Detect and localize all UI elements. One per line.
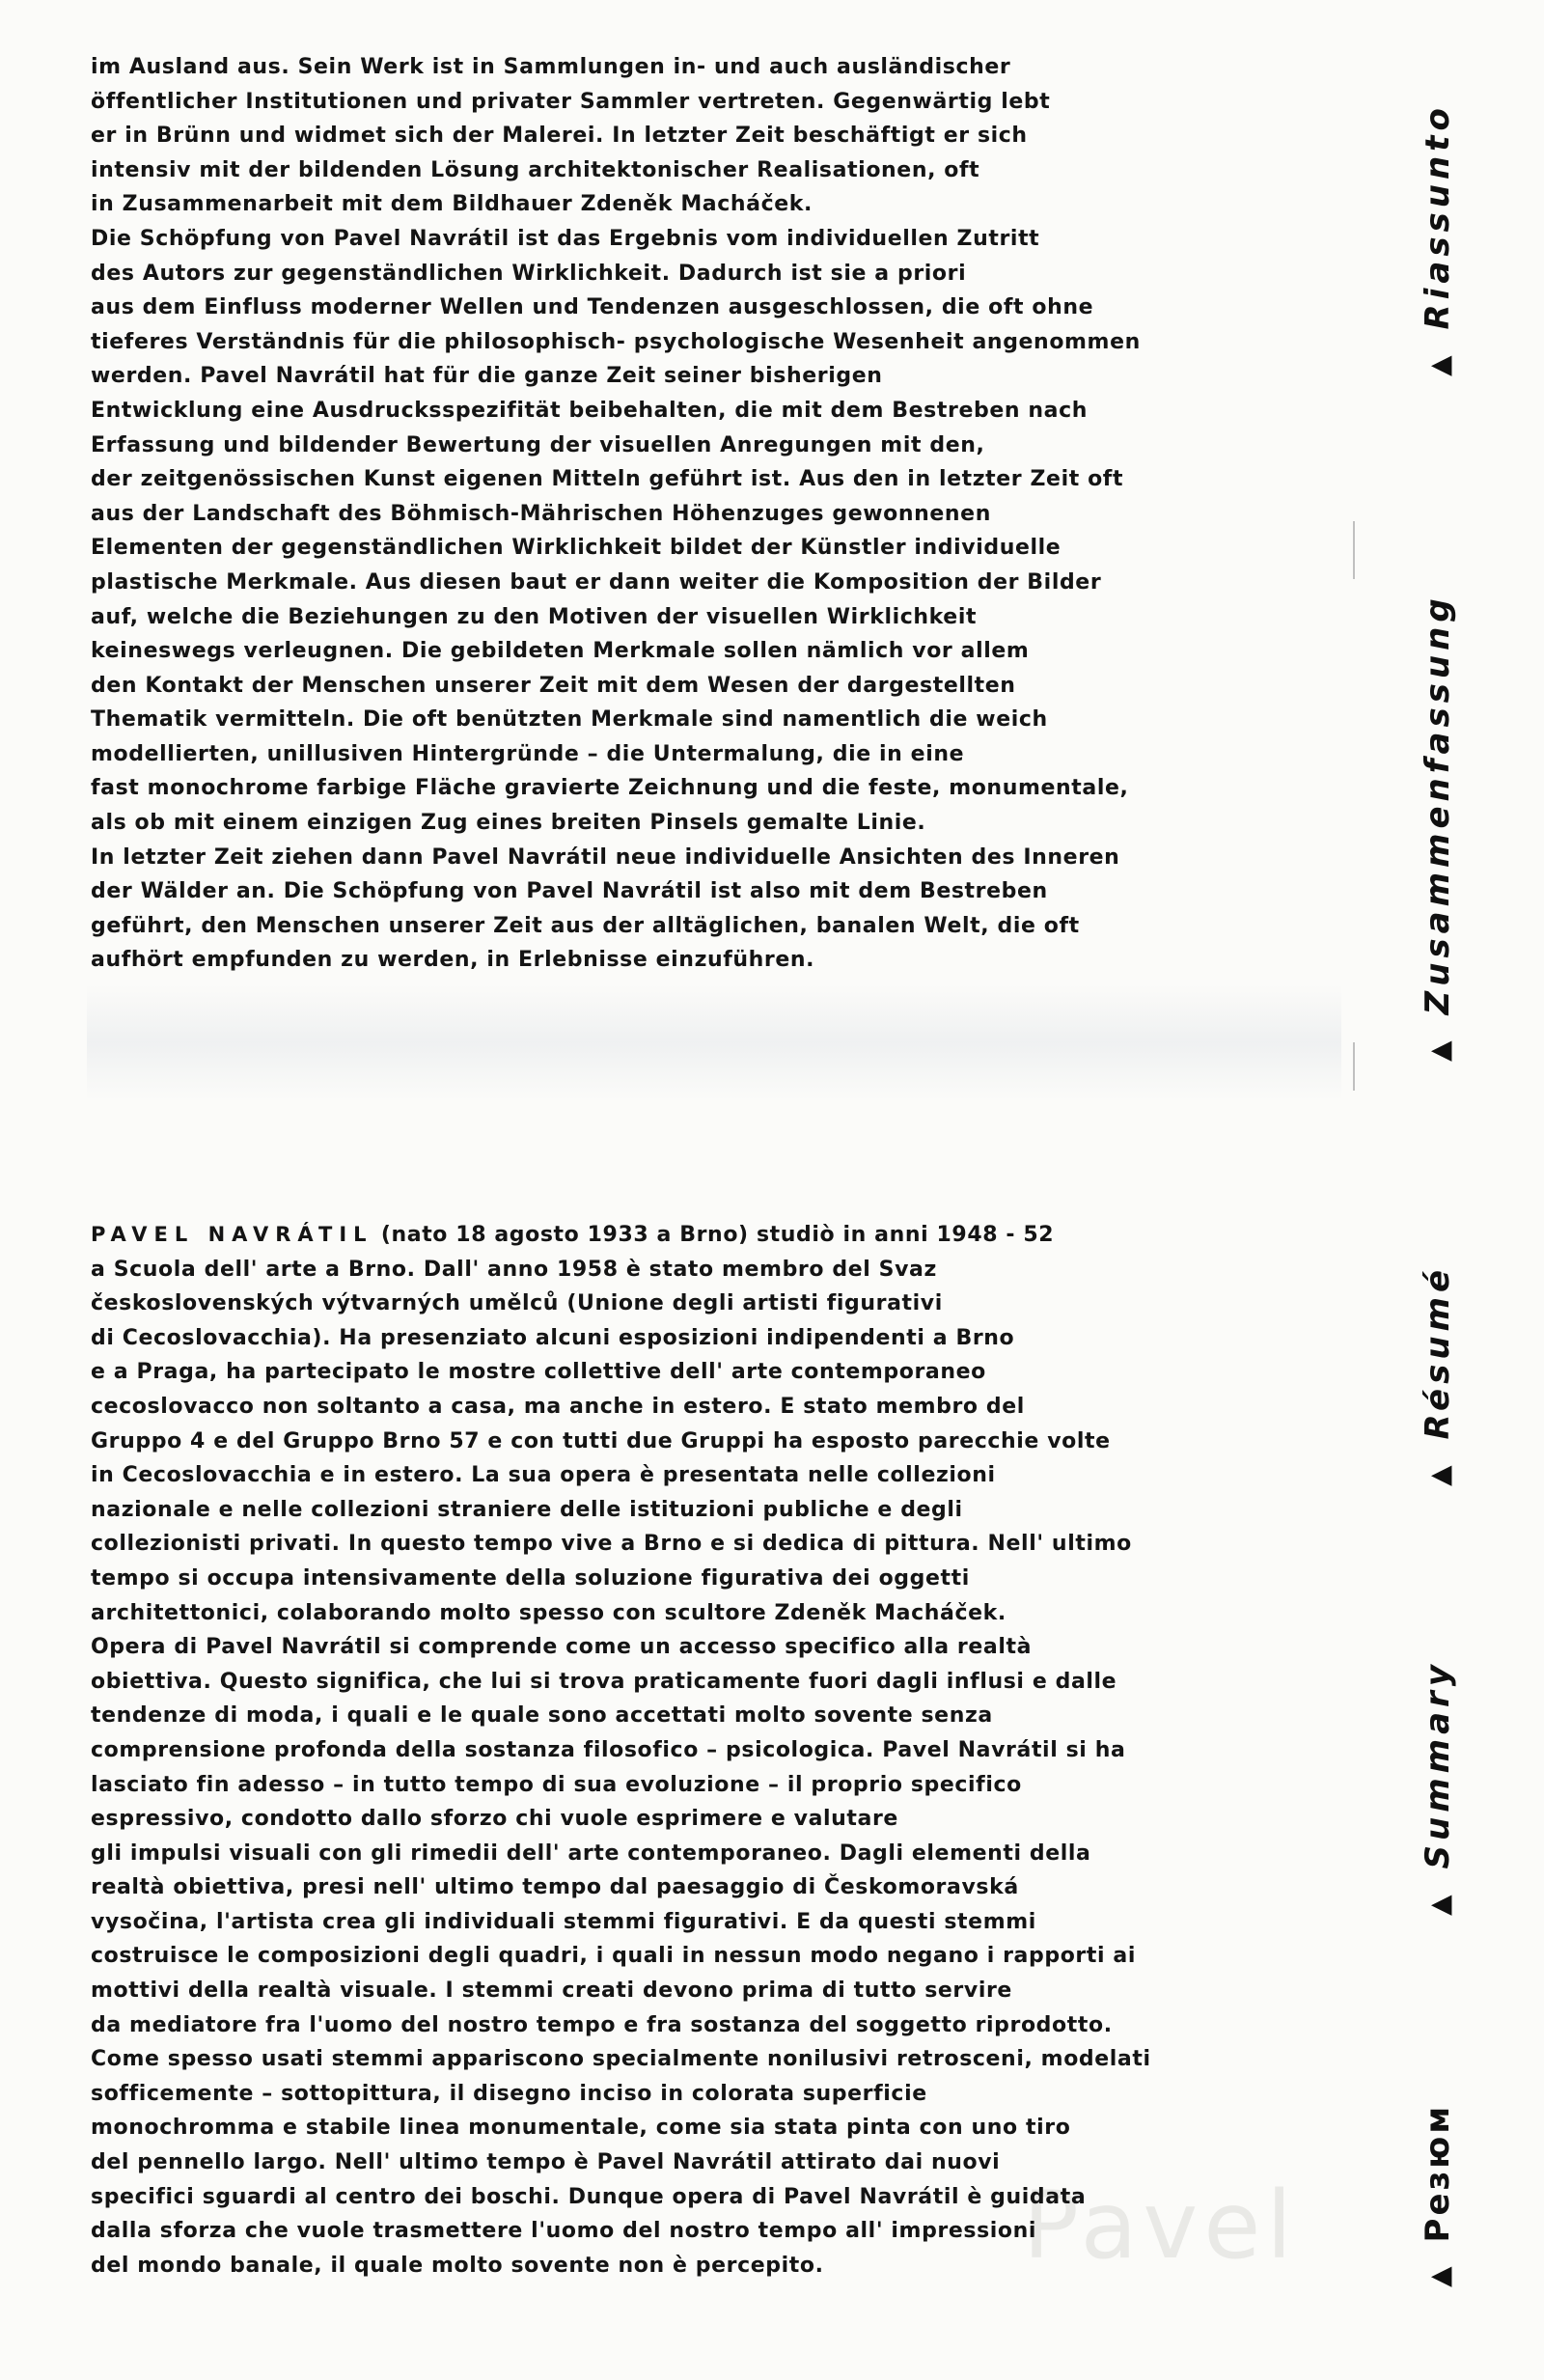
text-line: fast monochrome farbige Fläche gravierte Zeichnung und die feste, monumentale, <box>91 776 1129 801</box>
text-line: In letzter Zeit ziehen dann Pavel Navrátil neue individuelle Ansichten des Inneren <box>91 844 1120 870</box>
italian-first-line-rest: (nato 18 agosto 1933 a Brno) studiò in anni 1948 - 52 <box>380 1223 1055 1247</box>
text-line: lasciato fin adesso – in tutto tempo di sua evoluzione – il proprio specifico <box>91 1772 1022 1797</box>
german-summary-text <box>91 50 1239 978</box>
triangle-icon: ▲ <box>1423 1460 1455 1486</box>
text-line: im Ausland aus. Sein Werk ist in Sammlungen in- und auch ausländischer <box>91 55 1011 79</box>
text-line: modellierten, unillusiven Hintergründe – die Untermalung, die in eine <box>91 741 965 766</box>
text-line: öffentlicher Institutionen und privater Sammler vertreten. Gegenwärtig lebt <box>91 89 1051 114</box>
tab-divider <box>1353 1042 1355 1091</box>
text-line: Gruppo 4 e del Gruppo Brno 57 e con tutti due Gruppi ha esposto parecchie volte <box>91 1428 1111 1453</box>
text-line: des Autors zur gegenständlichen Wirklichkeit. Dadurch ist sie a priori <box>91 261 967 286</box>
tab-summary-label: Summary <box>1419 1660 1457 1869</box>
tab-rezyume[interactable] <box>1419 2104 1459 2287</box>
tab-rezyume-label: Резюм <box>1419 2103 1457 2243</box>
text-line: realtà obiettiva, presi nell' ultimo tempo dal paesaggio di Českomoravská <box>91 1875 1019 1900</box>
text-line: der Wälder an. Die Schöpfung von Pavel Navrátil ist also mit dem Bestreben <box>91 879 1048 904</box>
text-line: Elementen der gegenständlichen Wirklichkeit bildet der Künstler individuelle <box>91 536 1062 561</box>
background-shading <box>87 984 1341 1100</box>
text-line: del mondo banale, il quale molto sovente non è percepito. <box>91 2253 824 2278</box>
text-line: di Cecoslovacchia). Ha presenziato alcuni esposizioni indipendenti a Brno <box>91 1325 1015 1350</box>
tab-zusammenfassung-label: Zusammenfassung <box>1419 594 1457 1015</box>
text-line: Entwicklung eine Ausdrucksspezifität beibehalten, die mit dem Bestreben nach <box>91 398 1088 423</box>
text-line: architettonici, colaborando molto spesso con scultore Zdeněk Macháček. <box>91 1600 1006 1625</box>
triangle-icon: ▲ <box>1423 2263 1455 2287</box>
tab-zusammenfassung[interactable] <box>1419 594 1459 1062</box>
italian-summary-text <box>91 1218 1239 2283</box>
text-line: cecoslovacco non soltanto a casa, ma anche in estero. E stato membro del <box>91 1394 1025 1419</box>
text-line: tendenze di moda, i quali e le quale sono accettati molto sovente senza <box>91 1703 993 1729</box>
triangle-icon: ▲ <box>1423 1036 1455 1062</box>
tab-resume-label: Résumé <box>1419 1264 1457 1440</box>
text-line: aus der Landschaft des Böhmisch-Mährischen Höhenzuges gewonnenen <box>91 501 991 526</box>
text-line: sofficemente – sottopittura, il disegno inciso in colorata superficie <box>91 2081 927 2106</box>
text-line: Erfassung und bildender Bewertung der visuellen Anregungen mit den, <box>91 432 985 457</box>
tab-resume[interactable] <box>1419 1265 1459 1486</box>
ghost-watermark: Pavel <box>1023 2172 1298 2280</box>
text-line: in Cecoslovacchia e in estero. La sua opera è presentata nelle collezioni <box>91 1463 996 1488</box>
text-line: da mediatore fra l'uomo del nostro tempo e fra sostanza del soggetto riprodotto. <box>91 2012 1113 2037</box>
text-line: auf, welche die Beziehungen zu den Motiven der visuellen Wirklichkeit <box>91 604 978 629</box>
text-line: in Zusammenarbeit mit dem Bildhauer Zdeněk Macháček. <box>91 192 813 217</box>
triangle-icon: ▲ <box>1423 1890 1455 1916</box>
triangle-icon: ▲ <box>1423 350 1455 376</box>
text-line: gli impulsi visuali con gli rimedii dell' arte contemporaneo. Dagli elementi della <box>91 1840 1091 1866</box>
text-line: specifici sguardi al centro dei boschi. Dunque opera di Pavel Navrátil è guidata <box>91 2184 1087 2209</box>
text-line: comprensione profonda della sostanza filosofico – psicologica. Pavel Navrátil si ha <box>91 1737 1126 1762</box>
text-line: geführt, den Menschen unserer Zeit aus der alltäglichen, banalen Welt, die oft <box>91 913 1080 938</box>
text-line: aus dem Einfluss moderner Wellen und Tendenzen ausgeschlossen, die oft ohne <box>91 295 1094 320</box>
text-line: československých výtvarných umělců (Unione degli artisti figurativi <box>91 1291 943 1316</box>
tab-riassunto-label: Riassunto <box>1419 103 1457 330</box>
text-line: a Scuola dell' arte a Brno. Dall' anno 1958 è stato membro del Svaz <box>91 1257 937 1282</box>
language-tabs <box>1380 0 1496 2380</box>
text-line: den Kontakt der Menschen unserer Zeit mit dem Wesen der dargestellten <box>91 673 1016 698</box>
italian-first-line <box>91 1218 1239 1253</box>
text-line: espressivo, condotto dallo sforzo chi vuole esprimere e valutare <box>91 1807 898 1832</box>
text-line: collezionisti privati. In questo tempo vive a Brno e si dedica di pittura. Nell' ultimo <box>91 1532 1132 1557</box>
text-line: Die Schöpfung von Pavel Navrátil ist das Ergebnis vom individuellen Zutritt <box>91 226 1040 251</box>
artist-name: PAVEL NAVRÁTIL <box>91 1223 373 1246</box>
text-line: Thematik vermitteln. Die oft benützten Merkmale sind namentlich die weich <box>91 707 1048 733</box>
text-line: keineswegs verleugnen. Die gebildeten Merkmale sollen nämlich vor allem <box>91 639 1030 664</box>
tab-divider <box>1353 521 1355 579</box>
text-line: aufhört empfunden zu werden, in Erlebnisse einzuführen. <box>91 948 815 973</box>
text-line: dalla sforza che vuole trasmettere l'uomo del nostro tempo all' impressioni <box>91 2219 1037 2244</box>
text-line: er in Brünn und widmet sich der Malerei. In letzter Zeit beschäftigt er sich <box>91 124 1028 149</box>
text-line: werden. Pavel Navrátil hat für die ganze Zeit seiner bisherigen <box>91 364 883 389</box>
text-line: tieferes Verständnis für die philosophisch- psychologische Wesenheit angenommen <box>91 329 1141 354</box>
text-line: der zeitgenössischen Kunst eigenen Mitteln geführt ist. Aus den in letzter Zeit oft <box>91 467 1124 492</box>
text-line: obiettiva. Questo significa, che lui si trova praticamente fuori dagli influsi e dalle <box>91 1669 1117 1694</box>
text-line: monochromma e stabile linea monumentale, come sia stata pinta con uno tiro <box>91 2116 1071 2141</box>
text-line: nazionale e nelle collezioni straniere delle istituzioni publiche e degli <box>91 1497 963 1522</box>
text-line: plastische Merkmale. Aus diesen baut er dann weiter die Komposition der Bilder <box>91 569 1102 595</box>
text-line: e a Praga, ha partecipato le mostre collettive dell' arte contemporaneo <box>91 1360 986 1385</box>
text-line: als ob mit einem einzigen Zug eines breiten Pinsels gemalte Linie. <box>91 811 926 836</box>
text-line: Come spesso usati stemmi appariscono specialmente nonilusivi retrosceni, modelati <box>91 2047 1151 2072</box>
tab-summary[interactable] <box>1419 1660 1459 1916</box>
text-line: tempo si occupa intensivamente della soluzione figurativa dei oggetti <box>91 1565 970 1591</box>
tab-riassunto[interactable] <box>1419 103 1459 376</box>
text-line: costruisce le composizioni degli quadri, i quali in nessun modo negano i rapporti ai <box>91 1944 1136 1969</box>
text-line: mottivi della realtà visuale. I stemmi creati devono prima di tutto servire <box>91 1979 1012 2004</box>
text-line: del pennello largo. Nell' ultimo tempo è Pavel Navrátil attirato dai nuovi <box>91 2150 1001 2175</box>
text-line: vysočina, l'artista crea gli individuali stemmi figurativi. E da questi stemmi <box>91 1909 1036 1934</box>
text-line: intensiv mit der bildenden Lösung architektonischer Realisationen, oft <box>91 157 980 182</box>
text-line: Opera di Pavel Navrátil si comprende come un accesso specifico alla realtà <box>91 1635 1033 1660</box>
